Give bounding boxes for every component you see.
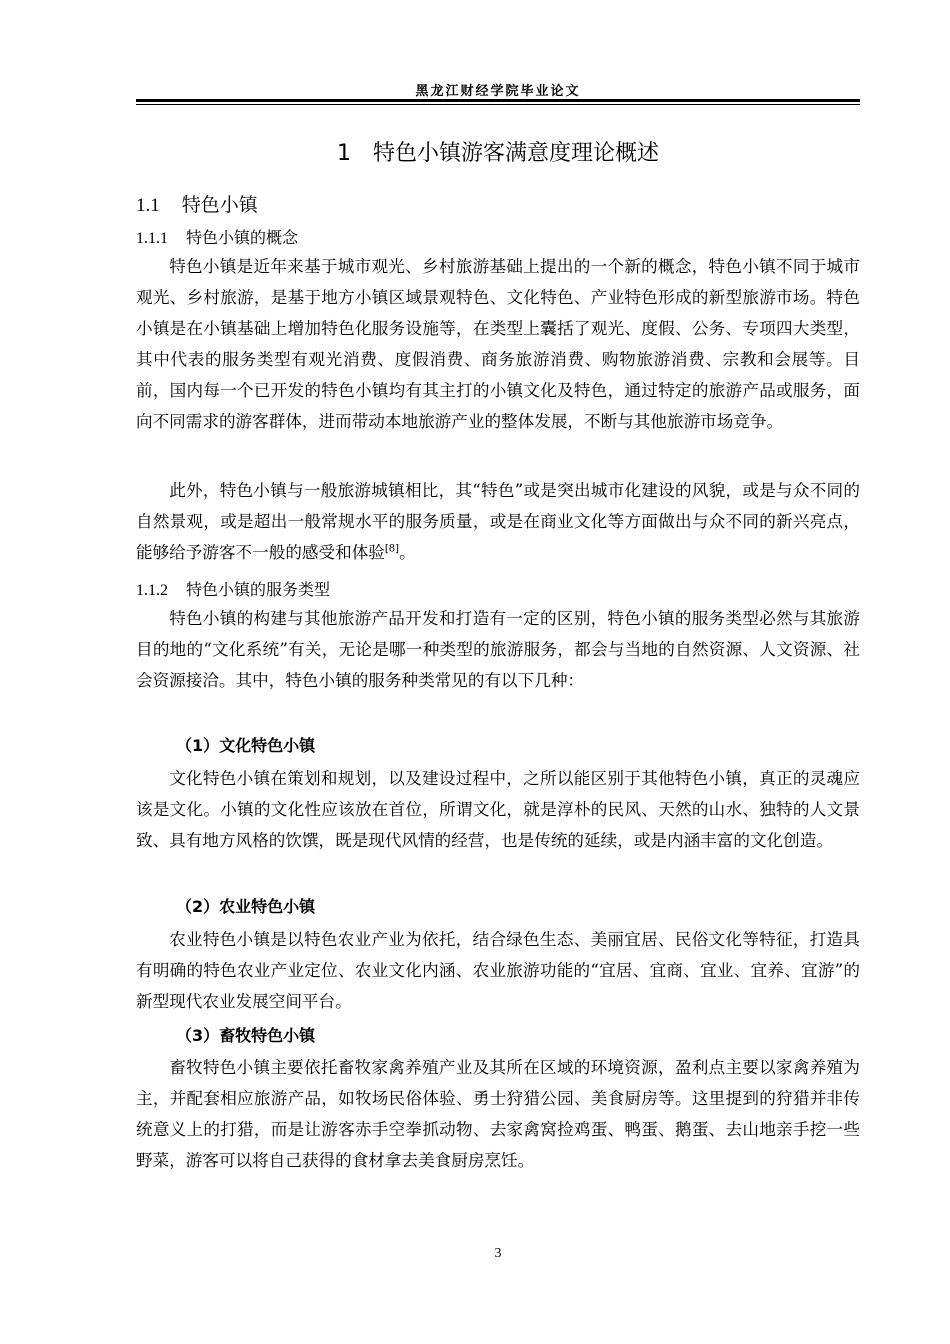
subsection-title: 特色小镇的概念 (186, 228, 299, 247)
section-heading-1-1 (136, 190, 258, 217)
paragraph-service-types: 特色小镇的构建与其他旅游产品开发和打造有一定的区别，特色小镇的服务类型必然与其旅游目的地的“文化系统”有关，无论是哪一种类型的旅游服务，都会与当地的自然资源、人文资源、社会资源接洽。其中，特色小镇的服务种类常见的有以下几种： (136, 609, 860, 690)
paragraph-comparison (136, 475, 860, 568)
page-number: 3 (494, 1246, 502, 1261)
paragraph-culture-town: 文化特色小镇在策划和规划，以及建设过程中，之所以能区别于其他特色小镇，真正的灵魂应该是文化。小镇的文化性应该放在首位，所谓文化，就是淳朴的民风、天然的山水、独特的人文景致、具有地方风格的饮馔，既是现代风情的经营，也是传统的延续，或是内涵丰富的文化创造。 (136, 769, 860, 850)
subsection-number: 1.1.2 (136, 582, 168, 599)
chapter-title-text: 特色小镇游客满意度理论概述 (372, 141, 659, 166)
section-title: 特色小镇 (181, 194, 258, 216)
subhead-livestock-town: （3）畜牧特色小镇 (176, 1026, 316, 1045)
section-number: 1.1 (136, 195, 160, 216)
subsection-heading-1-1-1 (136, 225, 298, 248)
chapter-title (136, 136, 860, 167)
subsection-heading-1-1-2 (136, 577, 330, 600)
paragraph-comparison-end: 。 (399, 543, 416, 562)
paragraph-livestock-town: 畜牧特色小镇主要依托畜牧家禽养殖产业及其所在区域的环境资源，盈利点主要以家禽养殖为主，并配套相应旅游产品，如牧场民俗体验、勇士狩猎公园、美食厨房等。这里提到的狩猎并非传统意义上的打猎，而是让游客赤手空拳抓动物、去家禽窝捡鸡蛋、鸭蛋、鹅蛋、去山地亲手挖一些野菜，游客可以将自己获得的食材拿去美食厨房烹饪。 (136, 1058, 860, 1170)
header-rule-thin (136, 104, 860, 105)
header-rule-thick (136, 99, 860, 102)
paragraph-comparison-text: 此外，特色小镇与一般旅游城镇相比，其“特色”或是突出城市化建设的风貌，或是与众不同的自然景观，或是超出一般常规水平的服务质量，或是在商业文化等方面做出与众不同的新兴亮点，能够给予游客不一般的感受和体验 (136, 481, 860, 562)
paragraph-concept: 特色小镇是近年来基于城市观光、乡村旅游基础上提出的一个新的概念，特色小镇不同于城市观光、乡村旅游，是基于地方小镇区域景观特色、文化特色、产业特色形成的新型旅游市场。特色小镇是在小镇基础上增加特色化服务设施等，在类型上囊括了观光、度假、公务、专项四大类型，其中代表的服务类型有观光消费、度假消费、商务旅游消费、购物旅游消费、宗教和会展等。目前，国内每一个已开发的特色小镇均有其主打的小镇文化及特色，通过特定的旅游产品或服务，面向不同需求的游客群体，进而带动本地旅游产业的整体发展，不断与其他旅游市场竞争。 (136, 257, 860, 431)
citation-ref: [8] (384, 543, 400, 555)
chapter-number: 1 (336, 141, 351, 166)
subsection-number: 1.1.1 (136, 230, 168, 247)
subhead-culture-town: （1）文化特色小镇 (176, 736, 316, 755)
paragraph-agriculture-town: 农业特色小镇是以特色农业产业为依托，结合绿色生态、美丽宜居、民俗文化等特征，打造具有明确的特色农业产业定位、农业文化内涵、农业旅游功能的“宜居、宜商、宜业、宜养、宜游”的新型现代农业发展空间平台。 (136, 930, 860, 1011)
subhead-agriculture-town: （2）农业特色小镇 (176, 897, 316, 916)
running-header: 黑龙江财经学院毕业论文 (415, 84, 581, 99)
subsection-title: 特色小镇的服务类型 (186, 580, 331, 599)
